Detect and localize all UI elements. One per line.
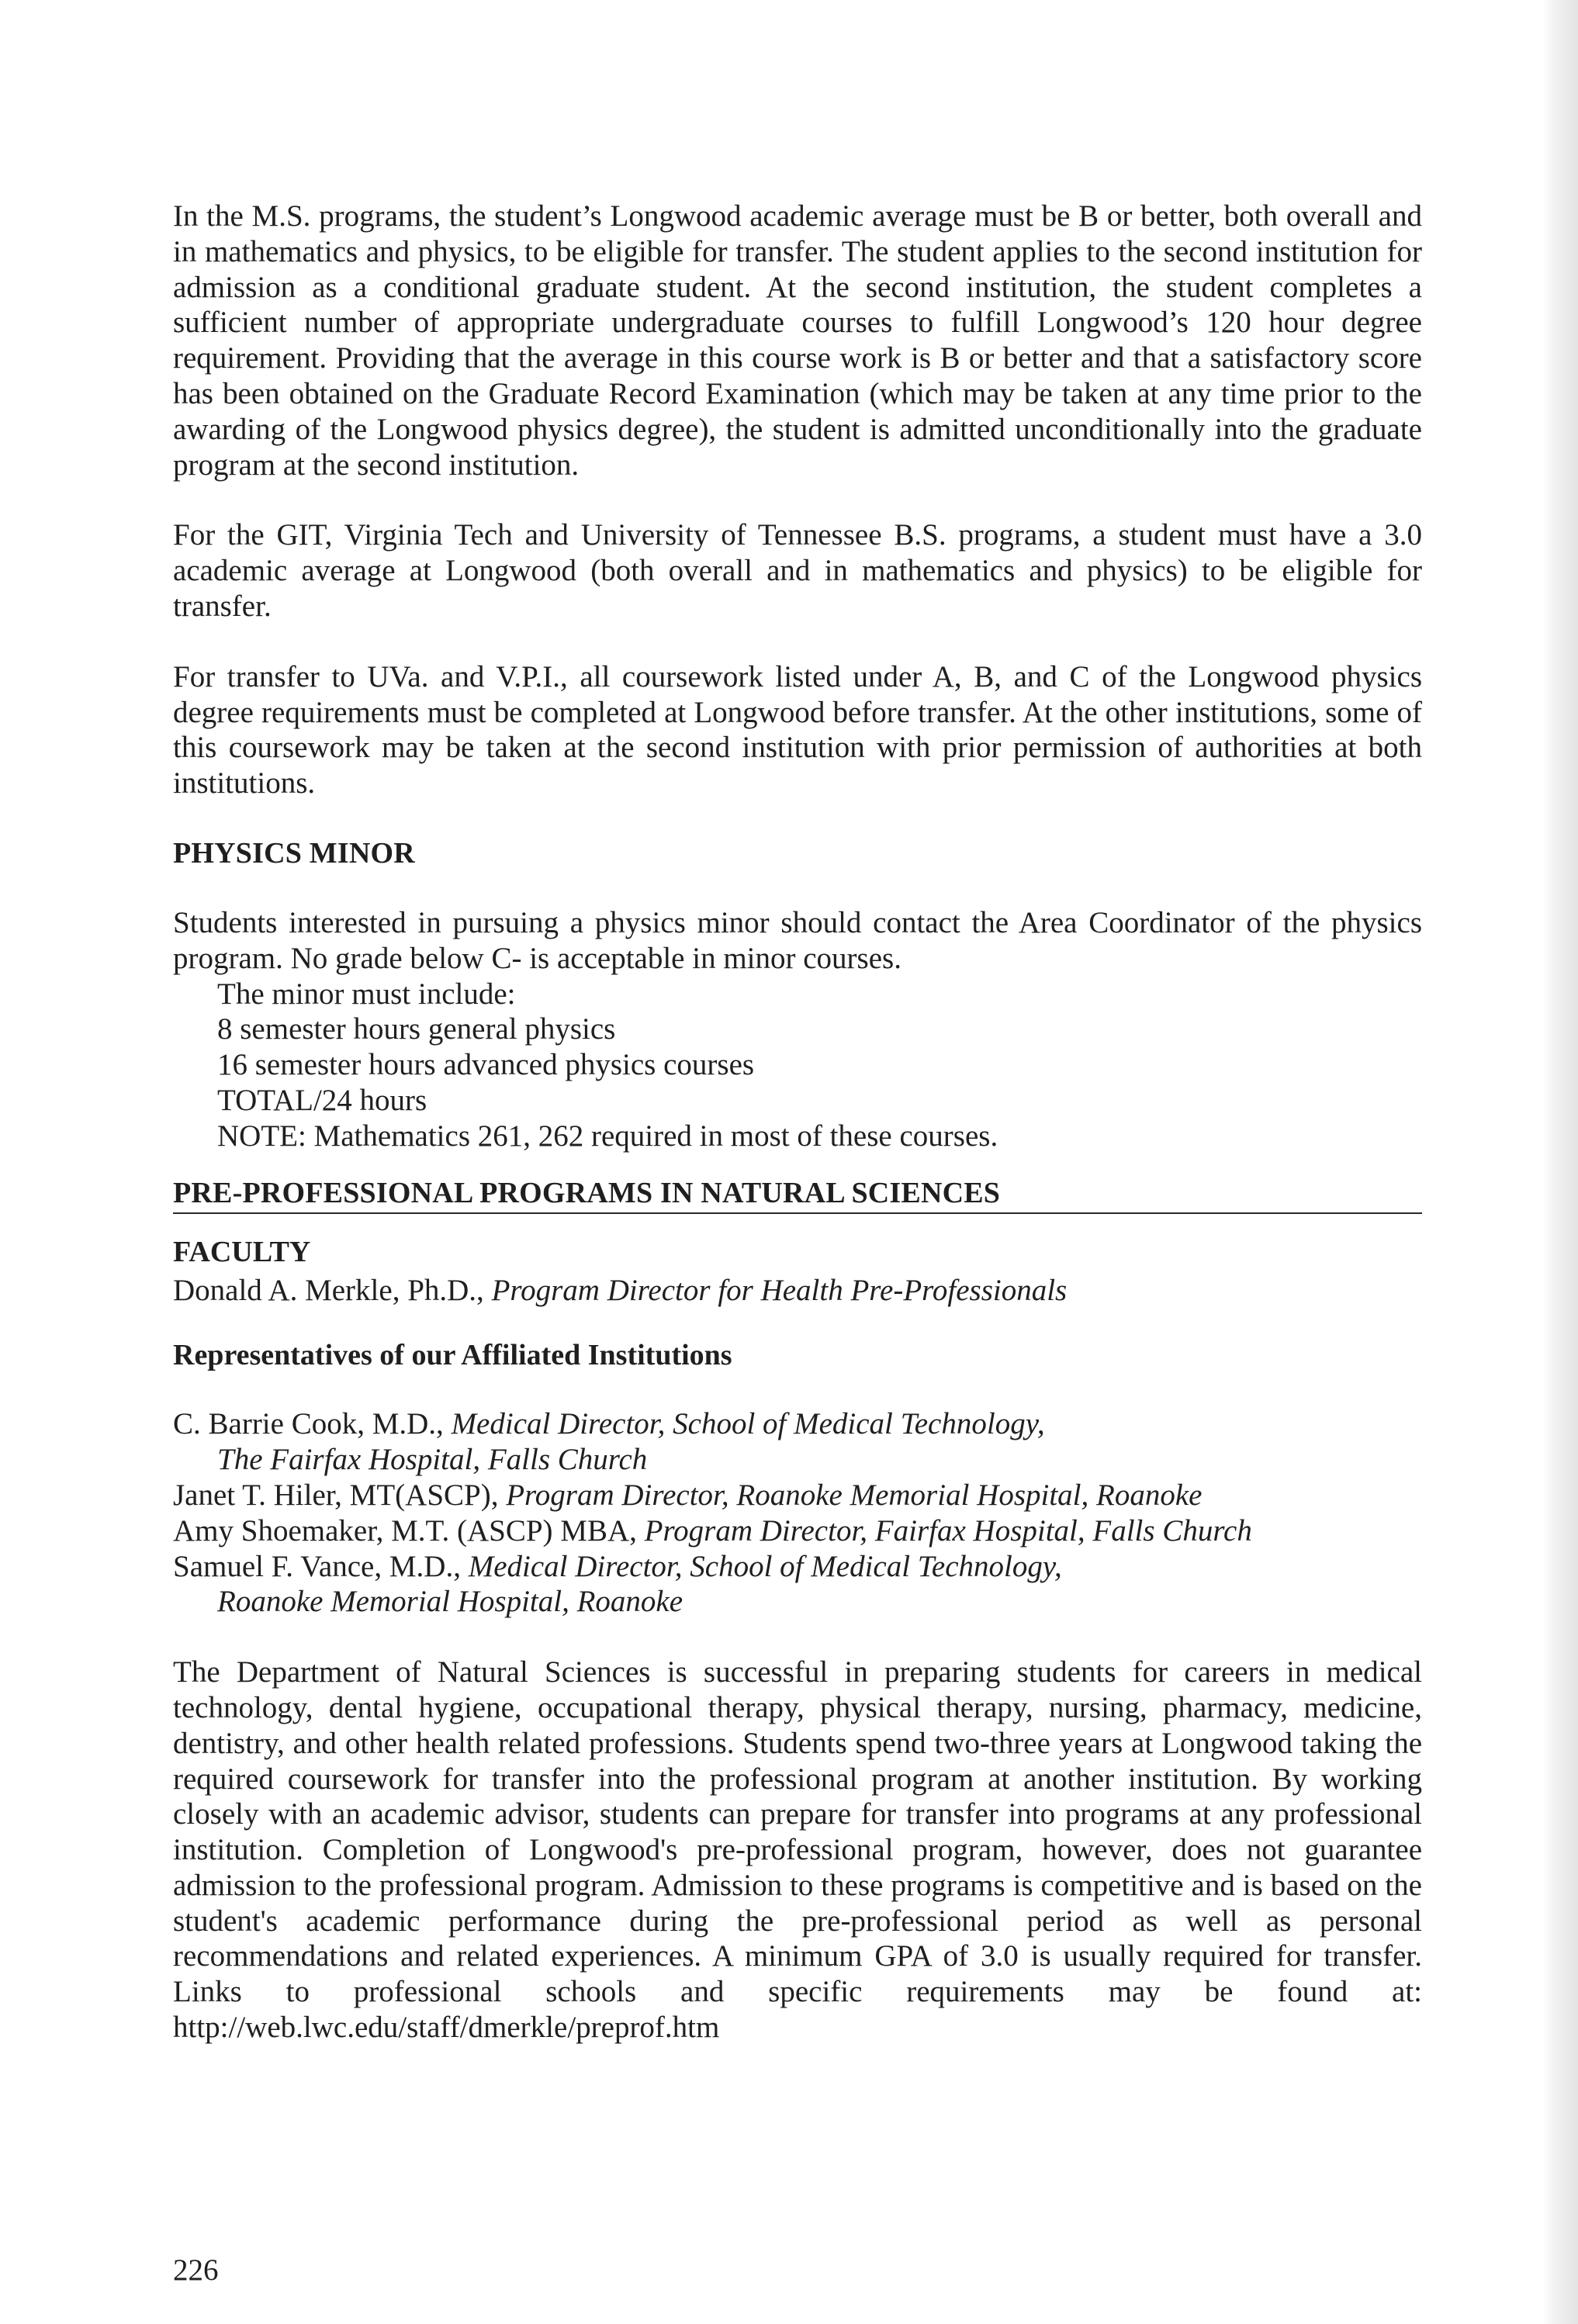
minor-line: 16 semester hours advanced physics courses — [217, 1048, 755, 1082]
affiliated-reps-heading: Representatives of our Affiliated Institutions — [173, 1339, 732, 1372]
physics-minor-heading: PHYSICS MINOR — [173, 836, 415, 870]
rep-role-continued: The Fairfax Hospital, Falls Church — [217, 1443, 648, 1477]
department-paragraph: The Department of Natural Sciences is successful in preparing students for careers in medical technology, dental hygiene, occupational therapy, physical therapy, nursing, pharmacy, medicine, dentistry, and other health related professions. Students spend two-three years at Longwood taking the required coursework for transfer into the professional program at another institution. By working closely with an academic advisor, students can prepare for transfer into programs at any professional institution. Completion of Longwood's pre-professional program, however, does not guarantee admission to the professional program. Admission to these programs is competitive and is based on the student's academic performance during the pre-professional period as well as personal recommendations and related experiences. A minimum GPA of 3.0 is usually required for transfer. Links to professional schools and specific requirements may be found at: http://web.lwc.edu/staff/dmerkle/preprof.htm — [173, 1655, 1422, 2045]
rep-entry — [173, 1478, 1422, 1513]
ms-programs-paragraph: In the M.S. programs, the student’s Longwood academic average must be B or better, both overall and in mathematics and physics, to be eligible for transfer. The student applies to the second institution for admission as a conditional graduate student. At the second institution, the student completes a sufficient number of appropriate undergraduate courses to fulfill Longwood’s 120 hour degree requirement. Providing that the average in this course work is B or better and that a satisfactory score has been obtained on the Graduate Record Examination (which may be taken at any time prior to the awarding of the Longwood physics degree), the student is admitted unconditionally into the graduate program at the second institution. — [173, 199, 1422, 482]
director-title: Program Director for Health Pre-Professionals — [491, 1273, 1068, 1307]
page-content — [173, 199, 1422, 2046]
rep-name: Samuel F. Vance, M.D., — [173, 1549, 461, 1583]
minor-line: The minor must include: — [217, 977, 516, 1011]
rep-role: Program Director, Fairfax Hospital, Falls Church — [644, 1513, 1252, 1548]
rep-name: Amy Shoemaker, M.T. (ASCP) MBA, — [173, 1513, 637, 1548]
git-programs-paragraph: For the GIT, Virginia Tech and University of Tennessee B.S. programs, a student must have a 3.0 academic average at Longwood (both overall and in mathematics and physics) to be eligible for transfer. — [173, 518, 1422, 623]
rep-role: Medical Director, School of Medical Technology, — [468, 1549, 1062, 1583]
representatives-list — [173, 1406, 1422, 1620]
transfer-paragraph: For transfer to UVa. and V.P.I., all coursework listed under A, B, and C of the Longwood physics degree requirements must be completed at Longwood before transfer. At the other institutions, some of this coursework may be taken at the second institution with prior permission of authorities at both institutions. — [173, 659, 1422, 801]
minor-intro-paragraph: Students interested in pursuing a physics minor should contact the Area Coordinator of the physics program. No grade below C- is acceptable in minor courses. — [173, 905, 1422, 975]
director-name: Donald A. Merkle, Ph.D., — [173, 1273, 484, 1307]
rep-entry — [173, 1549, 1422, 1585]
minor-line: 8 semester hours general physics — [217, 1012, 616, 1046]
rep-role: Program Director, Roanoke Memorial Hospital, Roanoke — [506, 1478, 1203, 1512]
faculty-heading: FACULTY — [173, 1235, 311, 1268]
rep-name: C. Barrie Cook, M.D., — [173, 1407, 444, 1441]
rep-role: Medical Director, School of Medical Technology, — [451, 1407, 1045, 1441]
rep-role-continued: Roanoke Memorial Hospital, Roanoke — [217, 1585, 683, 1619]
rep-entry — [173, 1406, 1422, 1442]
minor-requirements-list — [173, 977, 1422, 1154]
rep-entry — [173, 1513, 1422, 1549]
minor-line: TOTAL/24 hours — [217, 1083, 427, 1117]
program-director-line — [173, 1273, 1422, 1309]
scan-page-edge — [1542, 0, 1578, 2324]
preprofessional-heading: PRE-PROFESSIONAL PROGRAMS IN NATURAL SCIENCES — [173, 1175, 1422, 1214]
rep-name: Janet T. Hiler, MT(ASCP), — [173, 1478, 499, 1512]
page-number: 226 — [173, 2253, 219, 2287]
minor-line: NOTE: Mathematics 261, 262 required in most of these courses. — [217, 1119, 998, 1153]
